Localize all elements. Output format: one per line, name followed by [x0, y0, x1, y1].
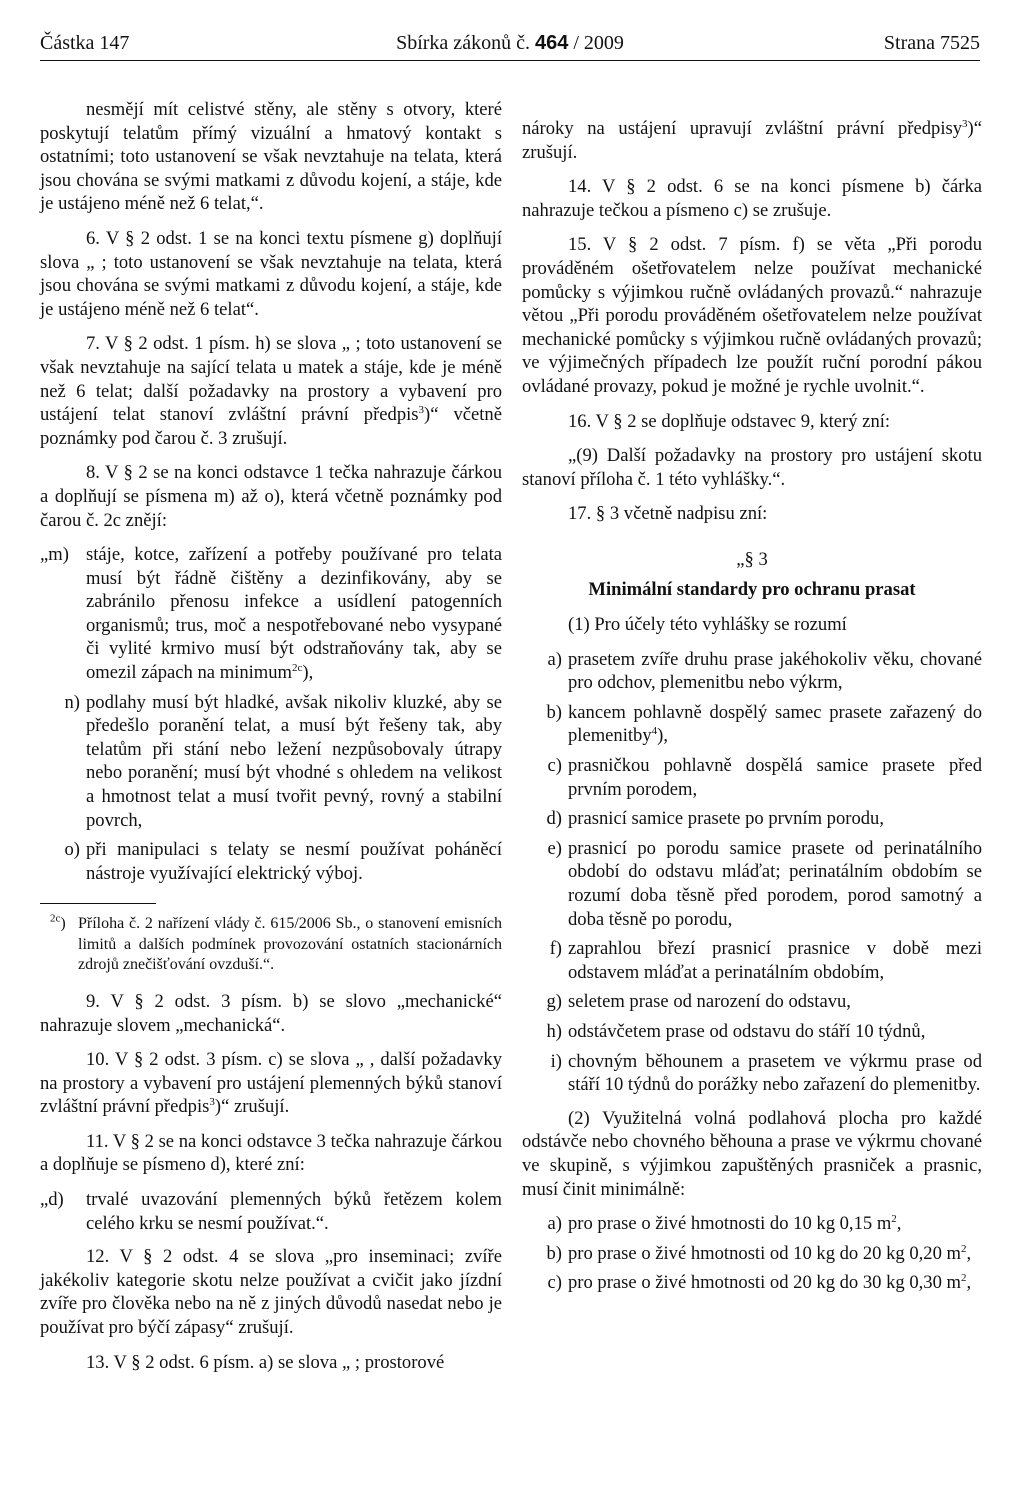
page-header: [40, 30, 980, 61]
amendment-9: 9. V § 2 odst. 3 písm. b) se slovo „mechanické“ nahrazuje slovem „mechanická“.: [40, 990, 502, 1036]
item-label: n): [64, 691, 80, 713]
right-column: [522, 117, 982, 1301]
amendment-7: 7. V § 2 odst. 1 písm. h) se slova „ ; toto ustanovení se však nevztahuje na sající telata u matek a stáje, kde je méně než 6 telat; další požadavky na prostory a vybavení pro ustájení telat stanoví zvláštní právní předpis$^3$)“ včetně poznámky pod čarou č. 3 zrušují.: [40, 333, 502, 449]
section-title: Minimální standardy pro ochranu prasat: [588, 578, 916, 600]
collection-title: [40, 32, 980, 55]
amendment-15: 15. V § 2 odst. 7 písm. f) se věta „Při porodu prováděném ošetřovatelem nelze používat mechanické pomůcky s výjimkou ručně ovládaných provazů.“ nahrazuje větou „Při porodu prováděném ošetřovatelem nelze používat mechanické pomůcky s výjimkou ručně ovládaných provazů; ve výjimečných případech lze použít ruční porodní pákou ovládané provazy, pokud je možné je rychle uvolnit.“.: [522, 234, 982, 397]
floor-area-intro: (2) Využitelná volná podlahová plocha pro každé odstávče nebo chovného běhouna a prase ve výkrmu chované ve skupině, s výjimkou zapuštěných prasniček a prasnic, musí činit minimálně:: [522, 1107, 982, 1200]
amendment-16: 16. V § 2 se doplňuje odstavec 9, který zní:: [568, 410, 891, 432]
continued-paragraph: nároky na ustájení upravují zvláštní právní předpisy$^3$)“ zrušují.: [522, 117, 982, 163]
collection-prefix: Sbírka zákonů č.: [396, 32, 530, 54]
list-item-n: n) podlahy musí být hladké, avšak nikoliv kluzké, aby se předešlo poranění telat, a musí být řešeny tak, aby telatům při stání nebo ležení nezpůsobovaly útrapy nebo poranění; musí být vhodné s ohledem na velikost a hmotnost telat a musí tvořit pevný, rovný a stabilní povrch,: [40, 691, 502, 833]
floor-area-list: [522, 1212, 982, 1295]
area-a: a) pro prase o živé hmotnosti do 10 kg 0,15 $m^2$,: [547, 1212, 902, 1235]
intro-paragraph: nesmějí mít celistvé stěny, ale stěny s otvory, které poskytují telatům přímý vizuální a hmatový kontakt s ostatními; toto ustanovení se však nevztahuje na telata, která jsou chována se svými matkami z důvodu kojení, a stáje, kde je ustájeno méně než 6 telat,“.: [40, 99, 502, 215]
left-column: [40, 98, 502, 1385]
amendment-11: 11. V § 2 se na konci odstavce 3 tečka nahrazuje čárkou a doplňuje se písmeno d), které zní:: [40, 1130, 502, 1176]
amendment-8: 8. V § 2 se na konci odstavce 1 tečka nahrazuje čárkou a doplňují se písmena m) až o), která včetně poznámky pod čarou č. 2c znějí:: [40, 462, 502, 531]
amendment-14: 14. V § 2 odst. 6 se na konci písmene b) čárka nahrazuje tečkou a písmeno c) se zrušuje.: [522, 176, 982, 221]
definition-f: f) zaprahlou březí prasnicí prasnice v době mezi odstavem mláďat a perinatálním obdobím,: [549, 938, 982, 983]
law-number: 464: [534, 32, 569, 54]
page-number: Strana 7525: [883, 32, 980, 54]
list-item-m: „m) stáje, kotce, zařízení a potřeby používané pro telata musí být řádně čištěny a dezinfikovány, aby se zabránilo přenosu infekce a usídlení patogenních organismů; trus, moč a nespotřebované nebo vysypané či vylité krmivo musí být odstraňovány tak, aby se omezil zápach na minimum$^{2c}$),: [40, 544, 502, 684]
item-label: „m): [40, 544, 69, 566]
amendment-12: 12. V § 2 odst. 4 se slova „pro inseminaci; zvíře jakékoliv kategorie skotu nelze používat a cvičit jako jízdní zvíře pro člověka nebo na ně z jiných důvodů nasedat nebo je používat pro býčí zápasy“ zrušují.: [40, 1246, 502, 1339]
definition-c: c) prasničkou pohlavně dospělá samice prasete před prvním porodem,: [547, 755, 982, 800]
definition-a: a) prasetem zvíře druhu prase jakéhokoliv věku, chované pro odchov, plemenitbu nebo výkrm,: [547, 648, 982, 694]
law-year: / 2009: [573, 32, 624, 54]
list-item-o: o) při manipulaci s telaty se nesmí používat poháněcí nástroje využívající elektrický výboj.: [40, 838, 502, 885]
definition-i: i) chovným běhounem a prasetem ve výkrmu prase od stáří 10 týdnů do porážky nebo zařazení do plemenitby.: [550, 1050, 982, 1096]
footnote-2c: $^{2c}$) Příloha č. 2 nařízení vlády č. 615/2006 Sb., o stanovení emisních limitů a dalších podmínek provozování ostatních stacionárních zdrojů znečišťování ovzduší.“.: [50, 913, 502, 974]
definition-h: h) odstávčetem prase od odstavu do stáří 10 týdnů,: [546, 1021, 926, 1042]
amendment-10: 10. V § 2 odst. 3 písm. c) se slova „ , další požadavky na prostory a vybavení pro ustájení plemenných býků stanoví zvláštní právní předpis$^3$)“ zrušují.: [40, 1049, 502, 1118]
footnote-rule: [40, 903, 156, 904]
item-label: o): [64, 839, 80, 861]
definitions-list: [522, 648, 982, 1097]
definitions-intro: (1) Pro účely této vyhlášky se rozumí: [568, 614, 847, 636]
amendment-17: 17. § 3 včetně nadpisu zní:: [568, 503, 768, 525]
section-number: „§ 3: [736, 548, 768, 570]
area-b: b) pro prase o živé hmotnosti od 10 kg do 20 kg 0,20 $m^2$,: [546, 1242, 972, 1264]
amendment-13: 13. V § 2 odst. 6 písm. a) se slova „ ; prostorové: [86, 1351, 445, 1373]
definition-e: e) prasnicí po porodu samice prasete od perinatálního období do odstavu mláďat; perinatálním obdobím se rozumí doba těsně před porodem, porod samotný a doba těsně po porodu,: [547, 837, 982, 930]
issue-number: Částka 147: [40, 32, 130, 54]
amendment-6: 6. V § 2 odst. 1 se na konci textu písmene g) doplňují slova „ ; toto ustanovení se však nevztahuje na telata, která jsou chována se svými matkami z důvodu kojení, a stáje, kde je ustájeno méně než 6 telat“.: [40, 227, 502, 320]
definition-g: g) seletem prase od narození do odstavu,: [546, 991, 851, 1013]
footnote-mark: $^{2c}$): [50, 913, 66, 933]
amendment-16-quote: „(9) Další požadavky na prostory pro ustájení skotu stanoví příloha č. 1 této vyhlášky.“.: [522, 445, 982, 490]
area-c: c) pro prase o živé hmotnosti od 20 kg do 30 kg 0,30 $m^2$,: [547, 1272, 972, 1294]
list-item-d: „d) trvalé uvazování plemenných býků řetězem kolem celého krku se nesmí používat.“.: [40, 1189, 502, 1234]
item-label: „d): [40, 1189, 64, 1211]
definition-d: d) prasnicí samice prasete po prvním porodu,: [546, 808, 885, 830]
definition-b: b) kancem pohlavně dospělý samec prasete zařazený do plemenitby$^4$),: [546, 701, 982, 747]
